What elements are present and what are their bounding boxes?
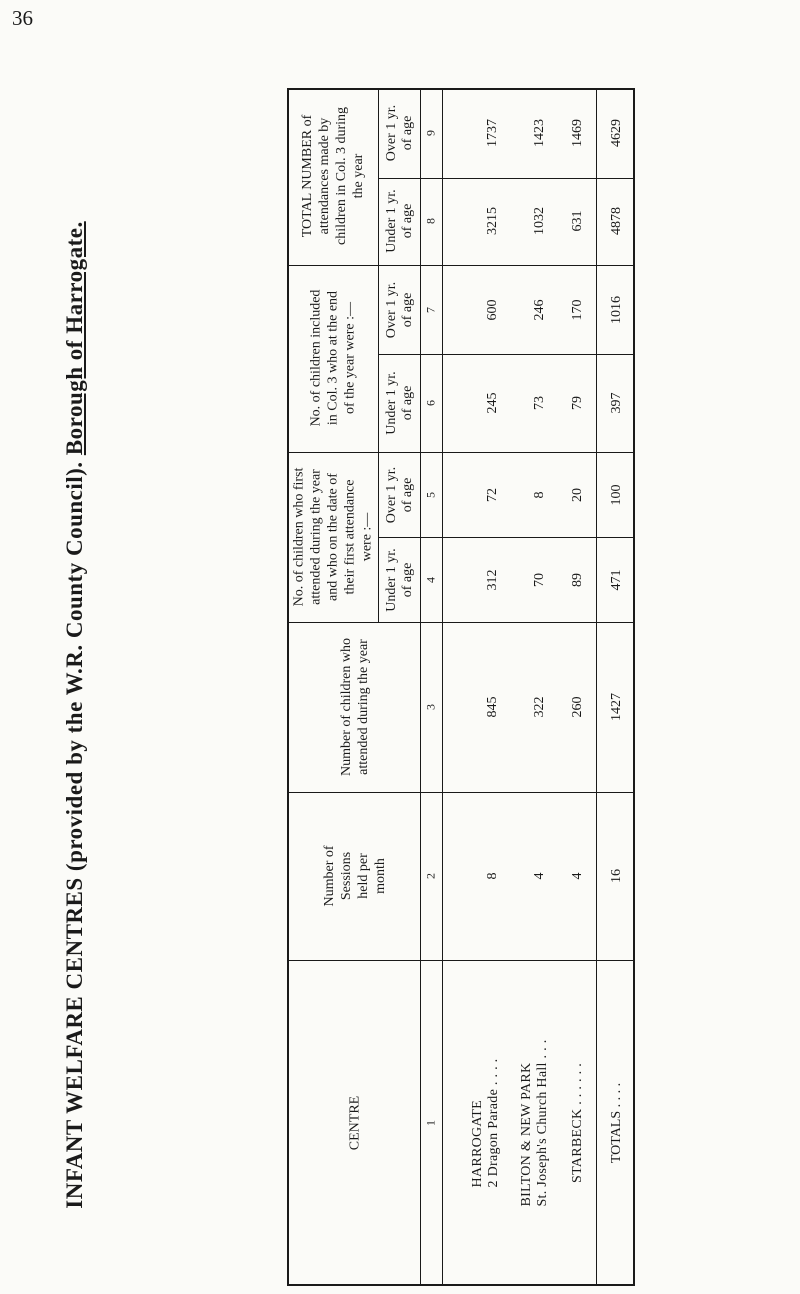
subheader-incl-under: Under 1 yr. of age bbox=[384, 371, 415, 435]
table-cell: 600 bbox=[485, 299, 500, 321]
table-cell: 1016 bbox=[609, 296, 624, 324]
table-cell: 1469 bbox=[570, 119, 585, 147]
table-cell: 79 bbox=[570, 396, 585, 410]
col-number-4: 4 bbox=[423, 577, 438, 583]
col-number-7: 7 bbox=[423, 307, 438, 313]
table-cell: 1427 bbox=[609, 693, 624, 721]
title-borough: Borough of Harrogate. bbox=[62, 221, 87, 456]
title-main: INFANT WELFARE CENTRES (provided by the W.R. County Council). bbox=[62, 461, 87, 1209]
colnum-line-a bbox=[420, 88, 421, 1286]
table-cell: 260 bbox=[570, 696, 585, 718]
row-label-harrogate: HARROGATE 2 Dragon Parade . . . . bbox=[470, 1058, 501, 1188]
table-cell: 4 bbox=[570, 872, 585, 880]
header-centre: CENTRE bbox=[347, 1095, 363, 1151]
col-number-2: 2 bbox=[423, 873, 438, 879]
table-cell: 245 bbox=[485, 392, 500, 414]
table-cell: 89 bbox=[570, 573, 585, 587]
header-first-attended: No. of children who first attended during the year and who on the date of their first attendance were :— bbox=[291, 467, 375, 607]
col-number-6: 6 bbox=[423, 400, 438, 406]
table-cell: 70 bbox=[532, 573, 547, 587]
table-cell: 100 bbox=[609, 484, 624, 506]
row-label-starbeck: STARBECK . . . . . . bbox=[570, 1062, 585, 1184]
row-label-totals: TOTALS . . . . bbox=[609, 1082, 624, 1164]
header-sub-line bbox=[378, 88, 379, 622]
header-included: No. of children included in Col. 3 who at the end of the year were :— bbox=[308, 289, 358, 427]
page-title bbox=[62, 221, 88, 1208]
table-cell: 8 bbox=[485, 872, 500, 880]
table-cell: 1032 bbox=[532, 207, 547, 235]
table-cell: 16 bbox=[609, 869, 624, 883]
subheader-incl-over: Over 1 yr. of age bbox=[384, 281, 415, 339]
col-number-3: 3 bbox=[423, 704, 438, 710]
table-cell: 631 bbox=[570, 210, 585, 232]
table-cell: 397 bbox=[609, 392, 624, 414]
subheader-att-over: Over 1 yr. of age bbox=[384, 104, 415, 162]
table-cell: 322 bbox=[532, 696, 547, 718]
colnum-line-b bbox=[442, 88, 443, 1286]
table-cell: 20 bbox=[570, 488, 585, 502]
totals-line bbox=[596, 88, 597, 1286]
divider-attended-sessions bbox=[287, 792, 635, 793]
col-number-9: 9 bbox=[423, 130, 438, 136]
header-children-attended: Number of children who attended during the year bbox=[339, 637, 371, 777]
subheader-first-over: Over 1 yr. of age bbox=[384, 466, 415, 524]
table-cell: 4878 bbox=[609, 207, 624, 235]
divider-sessions-centre bbox=[287, 960, 635, 961]
table-cell: 1423 bbox=[532, 119, 547, 147]
header-sessions: Number of Sessions held per month bbox=[322, 845, 388, 907]
table-cell: 1737 bbox=[485, 119, 500, 147]
table-cell: 3215 bbox=[485, 207, 500, 235]
table-cell: 4629 bbox=[609, 119, 624, 147]
row-label-bilton: BILTON & NEW PARK St. Joseph's Church Hall . . . bbox=[519, 1039, 550, 1207]
col-number-1: 1 bbox=[423, 1120, 438, 1126]
header-total-attendances: TOTAL NUMBER of attendances made by children in Col. 3 during the year bbox=[300, 106, 366, 246]
divider-incl-first bbox=[287, 452, 635, 453]
divider-att-incl bbox=[287, 265, 635, 266]
table-cell: 246 bbox=[532, 299, 547, 321]
table-cell: 312 bbox=[485, 569, 500, 591]
col-number-5: 5 bbox=[423, 492, 438, 498]
table-cell: 8 bbox=[532, 491, 547, 499]
table-cell: 73 bbox=[532, 396, 547, 410]
subheader-att-under: Under 1 yr. of age bbox=[384, 189, 415, 253]
table-cell: 4 bbox=[532, 872, 547, 880]
table-cell: 170 bbox=[570, 299, 585, 321]
table-cell: 72 bbox=[485, 488, 500, 502]
col-number-8: 8 bbox=[423, 218, 438, 224]
subheader-first-under: Under 1 yr. of age bbox=[384, 548, 415, 612]
page-number: 36 bbox=[12, 6, 33, 30]
table-cell: 471 bbox=[609, 569, 624, 591]
table-cell: 845 bbox=[485, 696, 500, 718]
divider-first-attended bbox=[287, 622, 635, 623]
